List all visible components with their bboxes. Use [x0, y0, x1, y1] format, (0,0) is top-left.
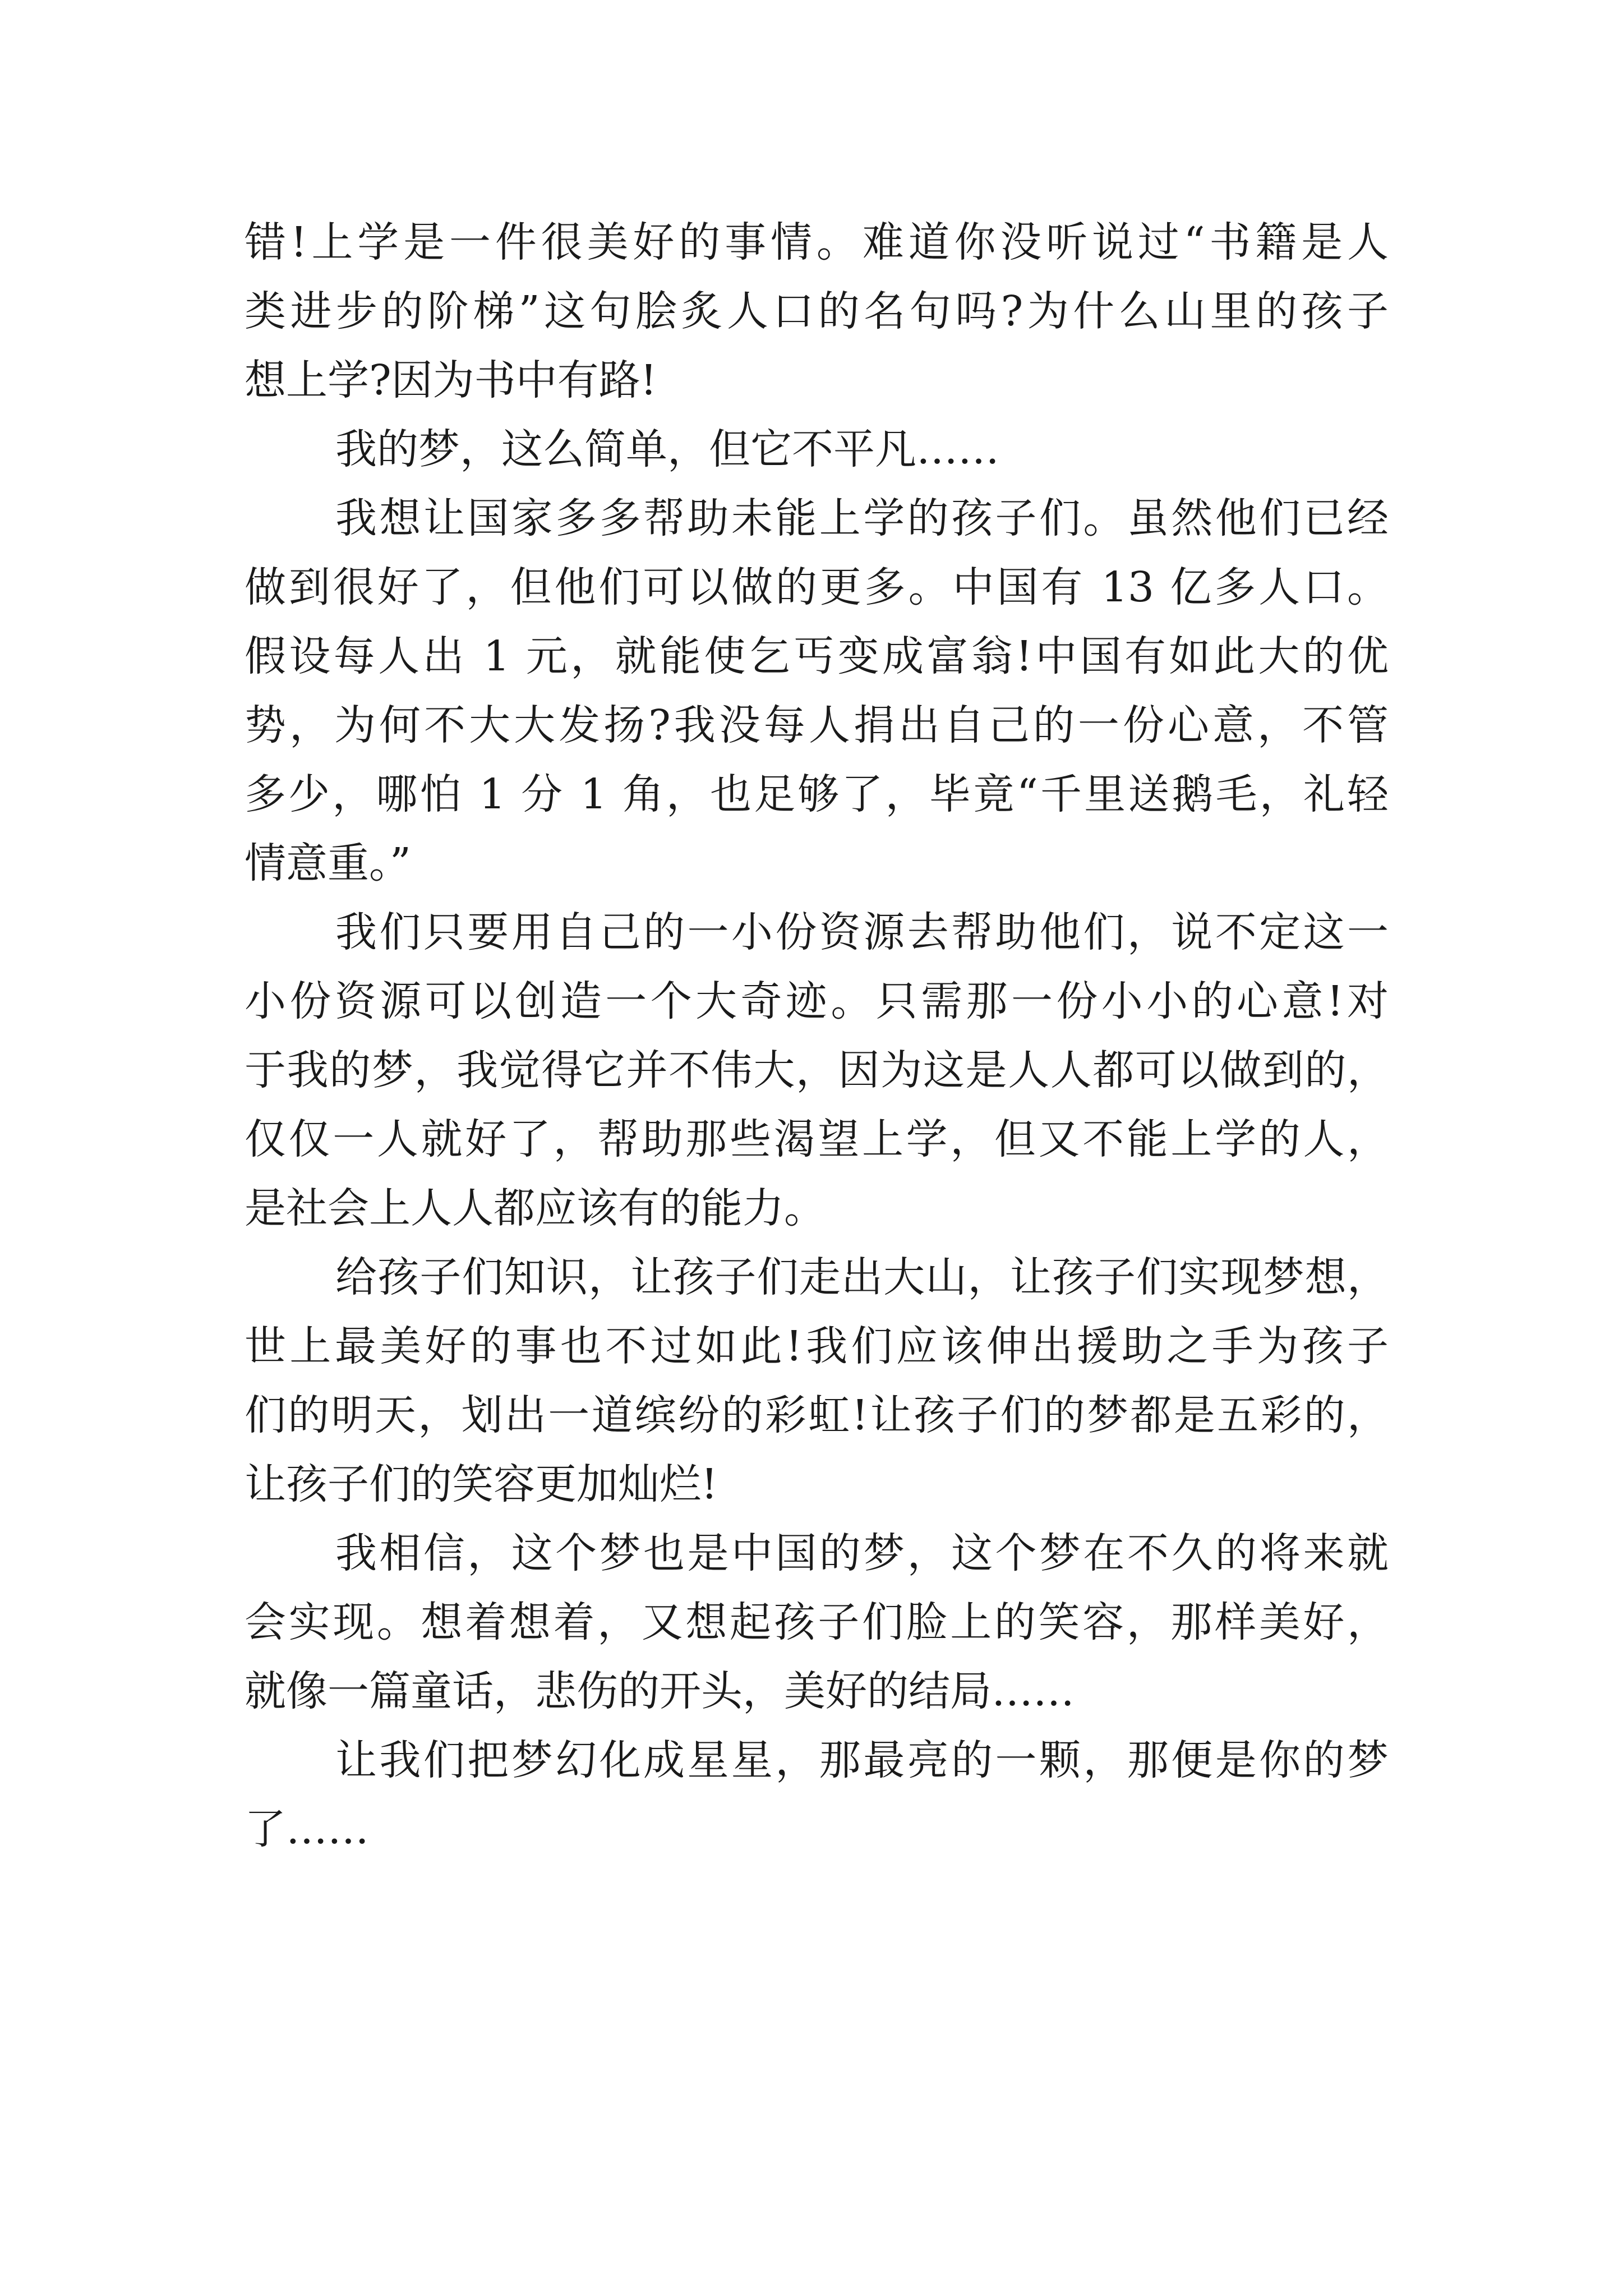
- text-line: 会实现。想着想着，又想起孩子们脸上的笑容，那样美好，: [245, 1598, 1389, 1646]
- text-line: 我们只要用自己的一小份资源去帮助他们，说不定这一: [335, 908, 1389, 956]
- text-line: 类进步的阶梯”这句脍炙人口的名句吗?为什么山里的孩子: [245, 287, 1389, 335]
- text-line: 势，为何不大大发扬?我没每人捐出自己的一份心意，不管: [245, 701, 1389, 749]
- text-line: 让孩子们的笑容更加灿烂!: [245, 1460, 718, 1508]
- text-line: 世上最美好的事也不过如此!我们应该伸出援助之手为孩子: [245, 1322, 1389, 1370]
- text-line: 于我的梦，我觉得它并不伟大，因为这是人人都可以做到的，: [245, 1046, 1389, 1094]
- text-line: 仅仅一人就好了，帮助那些渴望上学，但又不能上学的人，: [245, 1115, 1389, 1163]
- text-line: 就像一篇童话，悲伤的开头，美好的结局……: [245, 1667, 1075, 1715]
- text-line: 做到很好了，但他们可以做的更多。中国有 13 亿多人口。: [245, 563, 1389, 611]
- text-line: 错!上学是一件很美好的事情。难道你没听说过“书籍是人: [245, 218, 1389, 266]
- text-line: 是社会上人人都应该有的能力。: [245, 1184, 826, 1232]
- text-line: 让我们把梦幻化成星星，那最亮的一颗，那便是你的梦: [335, 1736, 1389, 1784]
- text-line: 想上学?因为书中有路!: [245, 356, 657, 404]
- text-line: 给孩子们知识，让孩子们走出大山，让孩子们实现梦想，: [335, 1253, 1389, 1301]
- text-line: 们的明天，划出一道缤纷的彩虹!让孩子们的梦都是五彩的，: [245, 1391, 1389, 1439]
- text-line: 情意重。”: [245, 839, 411, 887]
- text-line: 我相信，这个梦也是中国的梦，这个梦在不久的将来就: [335, 1529, 1389, 1577]
- text-line: 小份资源可以创造一个大奇迹。只需那一份小小的心意!对: [245, 977, 1389, 1025]
- text-line: 我想让国家多多帮助未能上学的孩子们。虽然他们已经: [335, 494, 1389, 542]
- text-line: 多少，哪怕 1 分 1 角，也足够了，毕竟“千里送鹅毛，礼轻: [245, 770, 1389, 818]
- text-line: 我的梦，这么简单，但它不平凡……: [335, 425, 999, 473]
- text-line: 了……: [245, 1805, 369, 1853]
- text-line: 假设每人出 1 元，就能使乞丐变成富翁!中国有如此大的优: [245, 632, 1389, 680]
